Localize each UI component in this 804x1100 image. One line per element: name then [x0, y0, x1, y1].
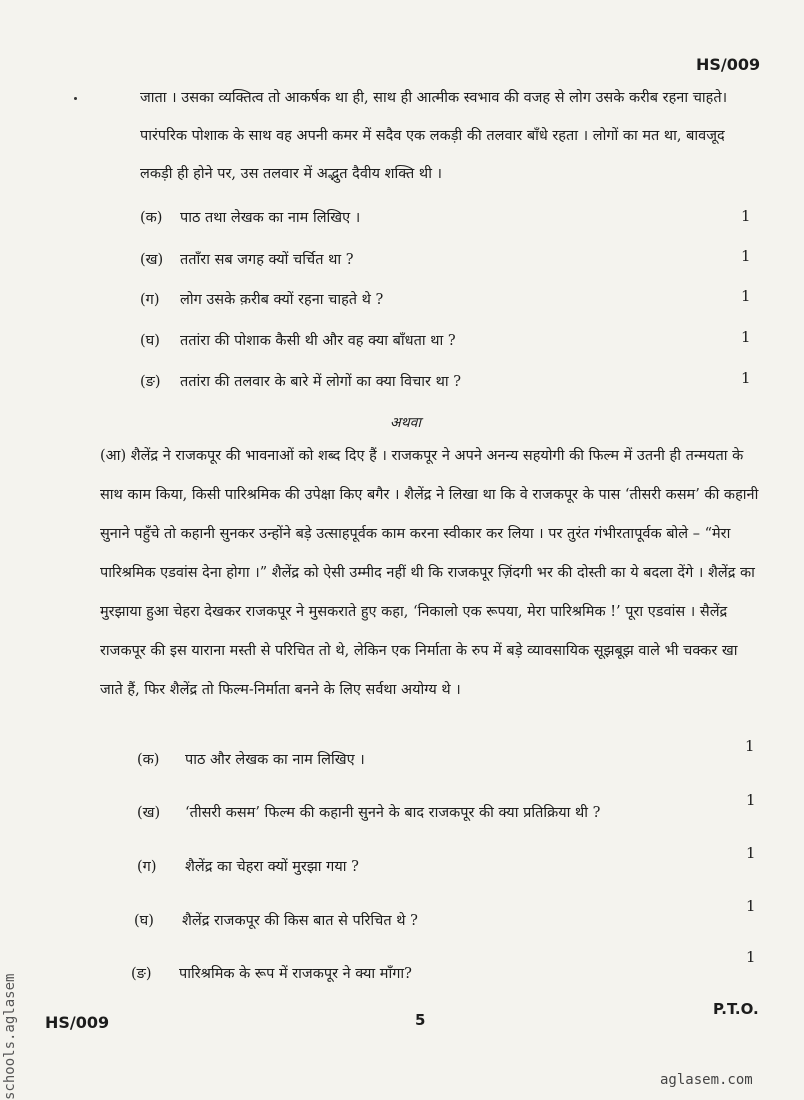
question-text: पारिश्रमिक के रूप में राजकपूर ने क्या माँगा?	[179, 966, 412, 982]
paper-code-header: HS/009	[696, 55, 761, 74]
passage-2-question-4	[134, 910, 694, 932]
question-label: (ङ)	[131, 966, 152, 982]
question-label: (घ)	[134, 913, 154, 929]
passage-2-text: (आ) शैलेंद्र ने राजकपूर की भावनाओं को शब्द दिए हैं । राजकपूर ने अपने अनन्य सहयोगी की फिल्म में उतनी ही तन्मयता के साथ काम किया, किसी पारिश्रमिक की उपेक्षा किए बगैर । शैलेंद्र ने लिखा था कि वे राजकपूर के पास ‘तीसरी कसम’ की कहानी सुनाने पहुँचे तो कहानी सुनकर उन्होंने बड़े उत्साहपूर्वक काम करना स्वीकार कर लिया । पर तुरंत गंभीरतापूर्वक बोले – “मेरा पारिश्रमिक एडवांस देना होगा ।” शैलेंद्र को ऐसी उम्मीद नहीं थी कि राजकपूर ज़िंदगी भर की दोस्ती का ये बदला देंगे । शैलेंद्र का मुरझाया हुआ चेहरा देखकर राजकपूर ने मुसकराते हुए कहा, ‘निकालो एक रूपया, मेरा पारिश्रमिक !’ पूरा एडवांस । सैलेंद्र राजकपूर की इस याराना मस्ती से परिचित तो थे, लेकिन एक निर्माता के रुप में बड़े व्यावसायिक सूझबूझ वाले भी चक्कर खा जाते हैं, फिर शैलेंद्र तो फिल्म-निर्माता बनने के लिए सर्वथा अयोग्य थे ।	[100, 448, 759, 698]
question-label: (घ)	[140, 333, 160, 349]
passage-1-question-1	[140, 207, 640, 229]
question-text: ‘तीसरी कसम’ फिल्म की कहानी सुनने के बाद राजकपूर की क्या प्रतिक्रिया थी ?	[185, 805, 601, 821]
question-marks: 1	[746, 897, 756, 915]
question-label: (ख)	[140, 252, 164, 268]
question-marks: 1	[741, 207, 751, 225]
question-text: पाठ और लेखक का नाम लिखिए ।	[185, 752, 365, 768]
passage-2-question-2	[137, 802, 727, 824]
passage-1-question-5	[140, 371, 640, 393]
question-text: तताँरा सब जगह क्यों चर्चित था ?	[180, 252, 354, 268]
pto-label: P.T.O.	[713, 1000, 759, 1018]
passage-2-question-1	[137, 749, 697, 771]
passage-2-question-5	[131, 963, 691, 985]
passage-1-question-3	[140, 289, 640, 311]
question-text: लोग उसके क़रीब क्यों रहना चाहते थे ?	[180, 292, 384, 308]
passage-1-question-2	[140, 249, 640, 271]
question-marks: 1	[741, 247, 751, 265]
question-marks: 1	[746, 844, 756, 862]
question-label: (ङ)	[140, 374, 161, 390]
question-label: (ग)	[137, 859, 157, 875]
question-marks: 1	[741, 369, 751, 387]
question-marks: 1	[746, 948, 756, 966]
side-watermark: schools.aglasem	[2, 973, 18, 1100]
or-separator: अथवा	[390, 415, 422, 431]
question-text: शैलेंद्र का चेहरा क्यों मुरझा गया ?	[185, 859, 359, 875]
passage-1-text: जाता । उसका व्यक्तित्व तो आकर्षक था ही, साथ ही आत्मीक स्वभाव की वजह से लोग उसके करीब रहना चाहते। पारंपरिक पोशाक के साथ वह अपनी कमर में सदैव एक लकड़ी की तलवार बाँधे रहता । लोगों का मत था, बावजूद लकड़ी ही होने पर, उस तलवार में अद्भुत दैवीय शक्ति थी ।	[140, 90, 728, 182]
question-label: (क)	[137, 752, 160, 768]
question-marks: 1	[741, 328, 751, 346]
question-marks: 1	[741, 287, 751, 305]
question-text: ततांरा की तलवार के बारे में लोगों का क्या विचार था ?	[180, 374, 462, 390]
question-text: पाठ तथा लेखक का नाम लिखिए ।	[180, 210, 361, 226]
bottom-watermark: aglasem.com	[660, 1072, 753, 1088]
question-marks: 1	[745, 737, 755, 755]
question-text: ततांरा की पोशाक कैसी थी और वह क्या बाँधता था ?	[180, 333, 456, 349]
question-label: (ख)	[137, 805, 161, 821]
stray-dot	[74, 97, 77, 100]
question-marks: 1	[746, 791, 756, 809]
question-label: (क)	[140, 210, 163, 226]
passage-2-question-3	[137, 856, 697, 878]
page-number: 5	[415, 1011, 426, 1029]
question-label: (ग)	[140, 292, 160, 308]
passage-1-question-4	[140, 330, 640, 352]
paper-code-footer: HS/009	[45, 1013, 110, 1032]
question-text: शैलेंद्र राजकपूर की किस बात से परिचित थे ?	[182, 913, 418, 929]
